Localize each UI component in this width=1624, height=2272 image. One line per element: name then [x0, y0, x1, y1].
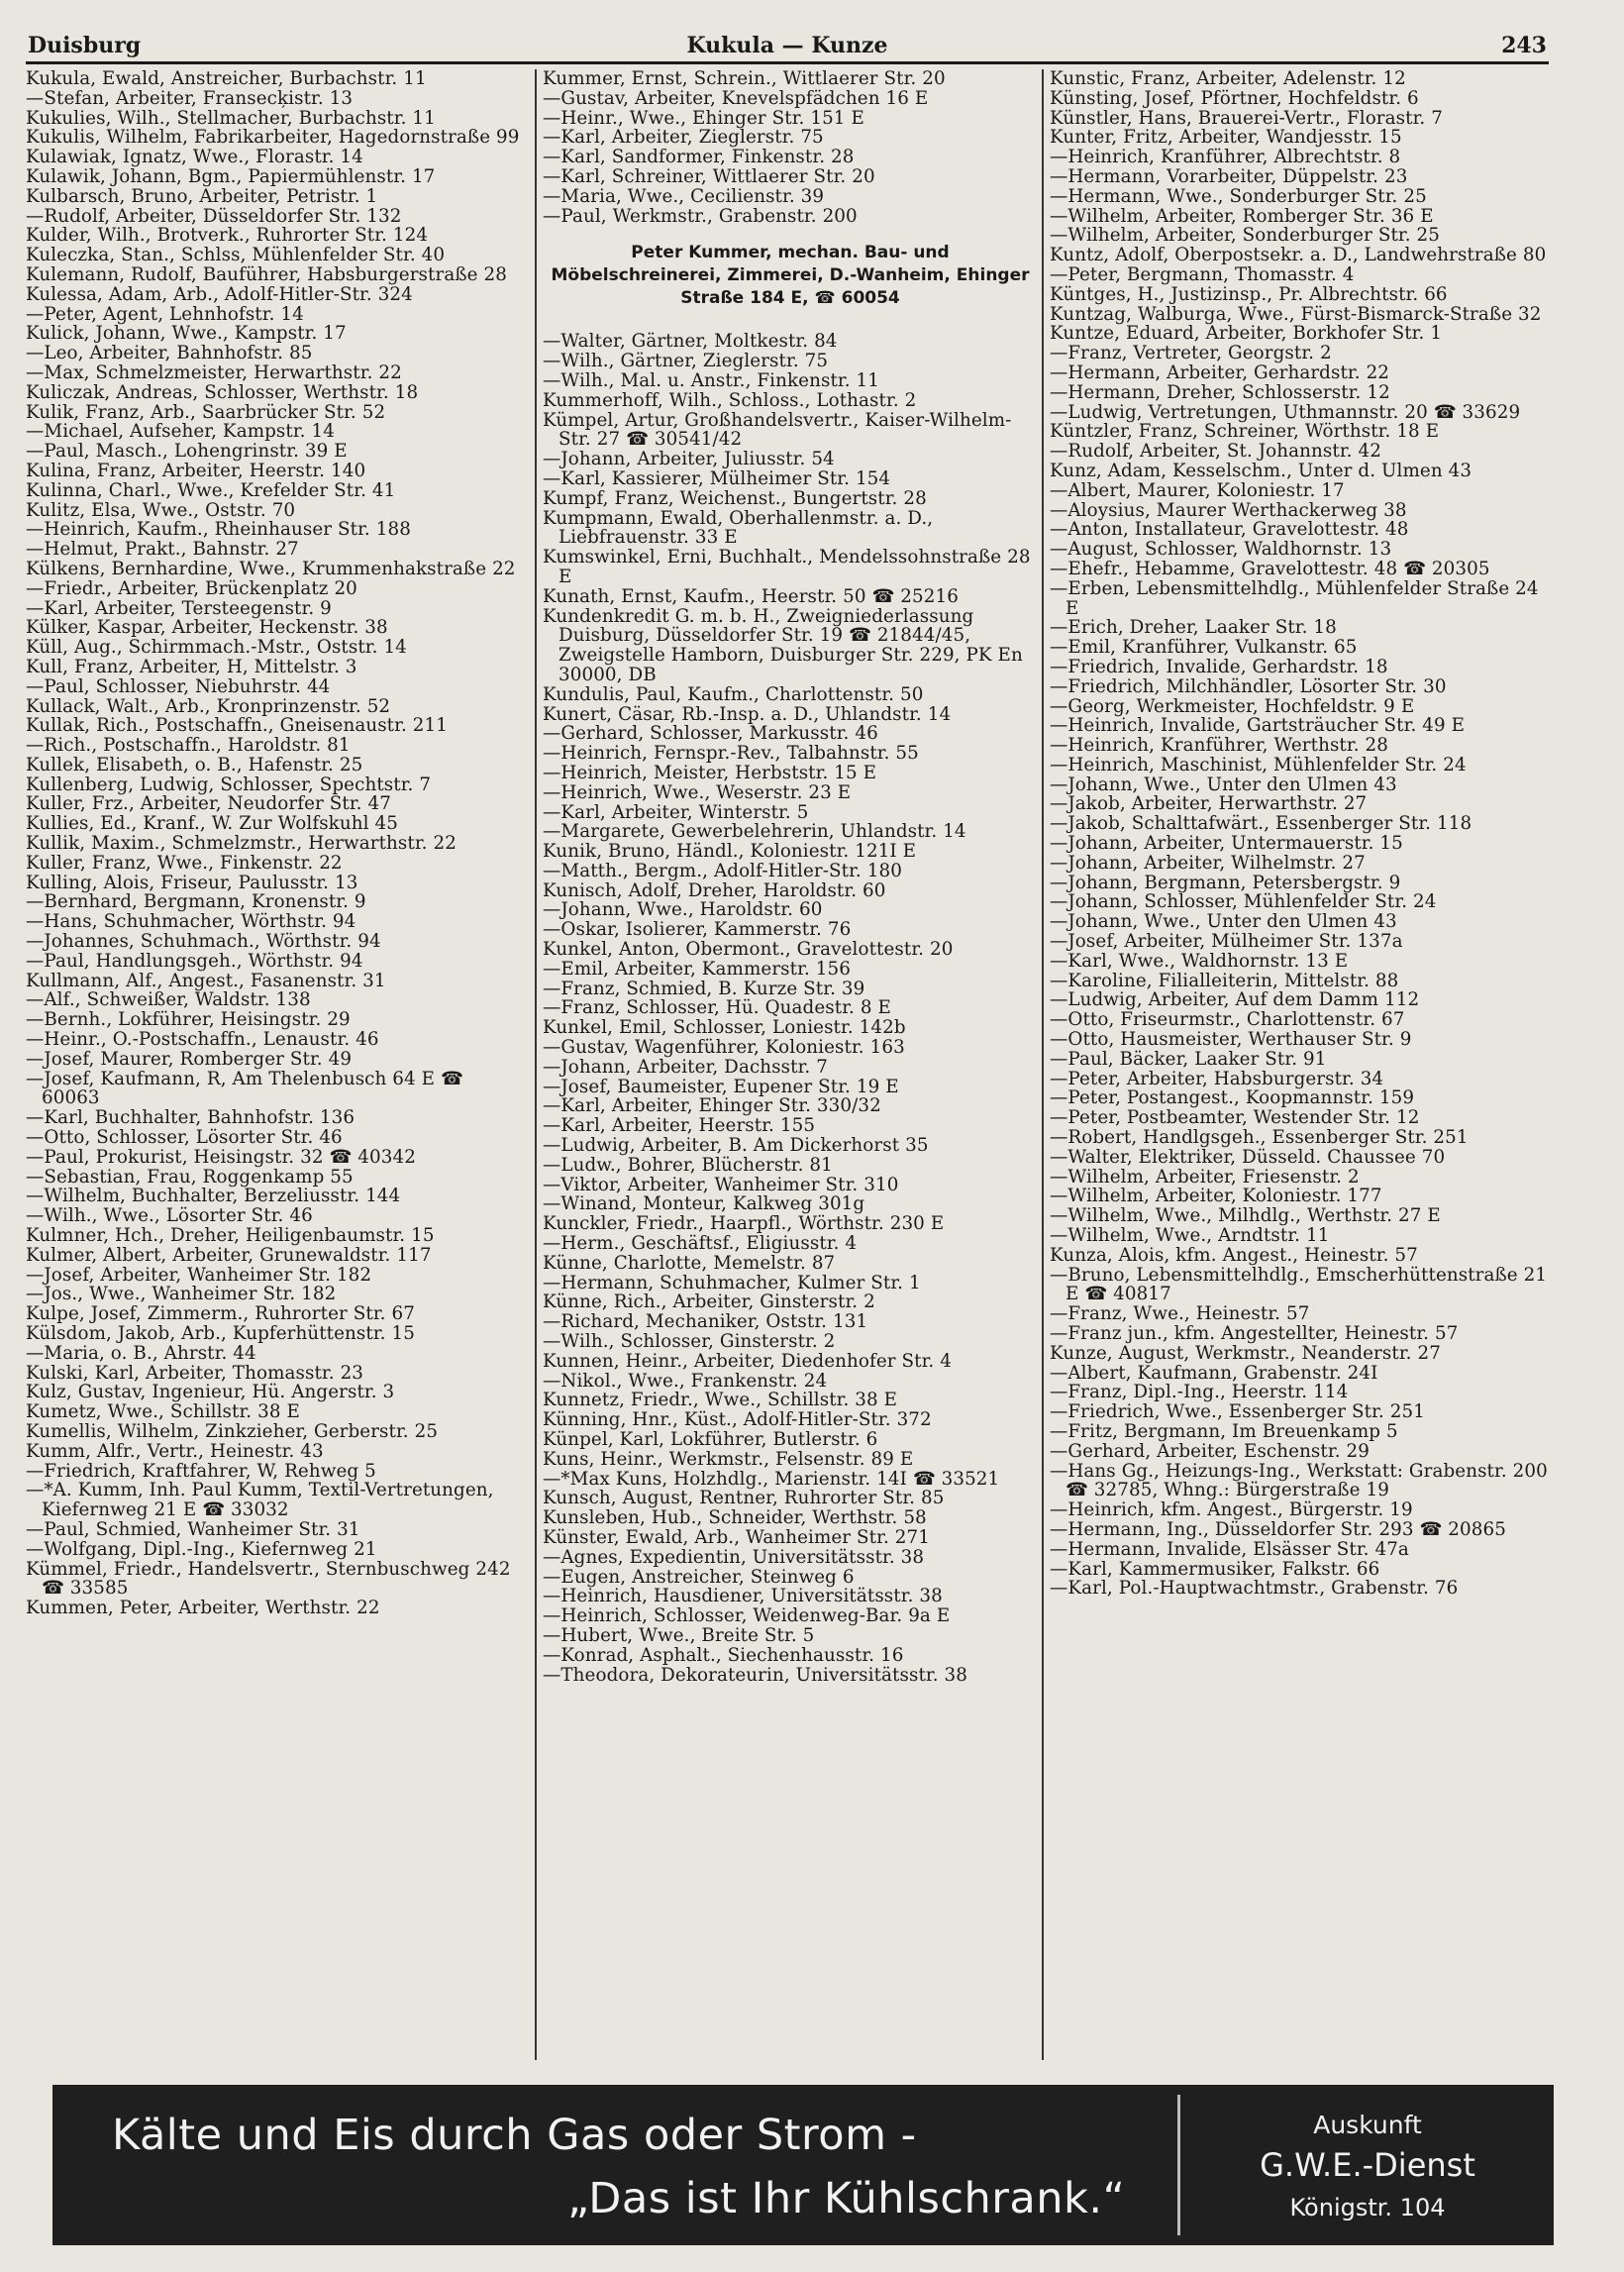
directory-entry: —Hermann, Dreher, Schlosserstr. 12 [1050, 381, 1390, 403]
directory-entry: Kulbarsch, Bruno, Arbeiter, Petristr. 1 [26, 185, 378, 207]
directory-entry: —Rudolf, Arbeiter, St. Johannstr. 42 [1050, 441, 1381, 463]
directory-entry: —Robert, Handlgsgeh., Essenberger Str. 251 [1050, 1127, 1469, 1149]
directory-entry: Kunckler, Friedr., Haarpfl., Wörthstr. 230 E [543, 1213, 945, 1235]
directory-entry: —Alf., Schweißer, Waldstr. 138 [26, 989, 311, 1011]
directory-entry: Kümmel, Friedr., Handelsvertr., Sternbuschweg 242 ☎ 33585 [26, 1558, 511, 1600]
directory-entry: Kuns, Heinr., Werkmstr., Felsenstr. 89 E [543, 1448, 914, 1470]
directory-entry: Kukula, Ewald, Anstreicher, Burbachstr. 11 [26, 69, 427, 89]
directory-entry: —Ehefr., Hebamme, Gravelottestr. 48 ☎ 20305 [1050, 558, 1490, 579]
directory-entry: —Stefan, Arbeiter, Fransecķistr. 13 [26, 87, 354, 109]
directory-entry: —Franz, Wwe., Heinestr. 57 [1050, 1303, 1310, 1325]
directory-entry: —Paul, Bäcker, Laaker Str. 91 [1050, 1048, 1327, 1070]
directory-entry: —Otto, Friseurmstr., Charlottenstr. 67 [1050, 1009, 1405, 1031]
directory-entry: —Johann, Arbeiter, Untermauerstr. 15 [1050, 833, 1403, 855]
directory-entry: —Heinrich, Hausdiener, Universitätsstr. 38 [543, 1586, 943, 1607]
banner-info-service: G.W.E.-Dienst [1260, 2146, 1475, 2184]
directory-entry: —Aloysius, Maurer Werthackerweg 38 [1050, 499, 1407, 521]
directory-entry: —Johann, Arbeiter, Juliusstr. 54 [543, 449, 835, 470]
directory-entry: —Jakob, Arbeiter, Herwarthstr. 27 [1050, 793, 1368, 815]
directory-entry: —Heinrich, Maschinist, Mühlenfelder Str. 24 [1050, 754, 1467, 775]
directory-entry: —Johann, Wwe., Unter den Ulmen 43 [1050, 911, 1397, 933]
directory-entry: —Franz jun., kfm. Angestellter, Heinestr. 57 [1050, 1323, 1459, 1344]
directory-entry: Kumetz, Wwe., Schillstr. 38 E [26, 1401, 300, 1423]
directory-entry: —Maria, Wwe., Cecilienstr. 39 [543, 185, 825, 207]
directory-entry: —Konrad, Asphalt., Siechenhausstr. 16 [543, 1644, 904, 1666]
directory-entry: —Wilhelm, Arbeiter, Friesenstr. 2 [1050, 1166, 1360, 1188]
directory-entry: —Nikol., Wwe., Frankenstr. 24 [543, 1370, 828, 1392]
directory-entry: —Hermann, Schuhmacher, Kulmer Str. 1 [543, 1272, 921, 1293]
directory-entry: —Gerhard, Schlosser, Markusstr. 46 [543, 723, 878, 745]
directory-entry: —Hermann, Wwe., Sonderburger Str. 25 [1050, 185, 1427, 207]
directory-entry: Kulmner, Hch., Dreher, Heiligenbaumstr. 15 [26, 1225, 435, 1247]
directory-entry: Kulawiak, Ignatz, Wwe., Florastr. 14 [26, 147, 363, 168]
directory-entry: —Heinrich, Kaufm., Rheinhauser Str. 188 [26, 519, 411, 541]
directory-entry: —Ludwig, Arbeiter, B. Am Dickerhorst 35 [543, 1135, 929, 1157]
directory-entry: Kulz, Gustav, Ingenieur, Hü. Angerstr. 3 [26, 1382, 395, 1403]
banner-line-2: „Das ist Ihr Kühlschrank.“ [567, 2174, 1126, 2223]
directory-entry: —Heinrich, Kranführer, Werthstr. 28 [1050, 735, 1388, 757]
directory-entry: —Johann, Arbeiter, Wilhelmstr. 27 [1050, 852, 1366, 874]
directory-entry: Kunsleben, Hub., Schneider, Werthstr. 58 [543, 1507, 927, 1529]
directory-entry: Küntges, H., Justizinsp., Pr. Albrechtstr. 66 [1050, 283, 1448, 305]
header-range: Kukula — Kunze [686, 33, 888, 58]
directory-entry: Kunnetz, Friedr., Wwe., Schillstr. 38 E [543, 1390, 898, 1411]
directory-entry: —Walter, Elektriker, Düsseld. Chaussee 70 [1050, 1146, 1446, 1168]
directory-entry: —Ludwig, Arbeiter, Auf dem Damm 112 [1050, 989, 1420, 1011]
directory-entry: —Oskar, Isolierer, Kammerstr. 76 [543, 919, 852, 941]
directory-entry: Kümpel, Artur, Großhandelsvertr., Kaiser-Wilhelm-Str. 27 ☎ 30541/42 [543, 409, 1012, 451]
directory-entry: —Wilhelm, Arbeiter, Romberger Str. 36 E [1050, 205, 1434, 227]
directory-entry: —Johann, Schlosser, Mühlenfelder Str. 24 [1050, 891, 1437, 913]
directory-entry: —Karl, Kassierer, Mülheimer Str. 154 [543, 467, 891, 489]
directory-entry: Künster, Ewald, Arb., Wanheimer Str. 271 [543, 1526, 930, 1548]
page-number: 243 [1501, 33, 1547, 58]
directory-entry: Külker, Kaspar, Arbeiter, Heckenstr. 38 [26, 617, 388, 639]
directory-entry: —*Max Kuns, Holzhdlg., Marienstr. 14I ☎ 33521 [543, 1468, 1000, 1490]
directory-entry: Kunert, Cäsar, Rb.-Insp. a. D., Uhlandstr. 14 [543, 703, 952, 725]
directory-entry: —Friedrich, Invalide, Gerhardstr. 18 [1050, 656, 1388, 677]
column-2-entries-top [543, 69, 1038, 226]
directory-entry: —Eugen, Anstreicher, Steinweg 6 [543, 1566, 855, 1588]
directory-entry: —Karl, Kammermusiker, Falkstr. 66 [1050, 1558, 1380, 1580]
directory-entry: —Karl, Pol.-Hauptwachtmstr., Grabenstr. 76 [1050, 1578, 1459, 1600]
column-2-entries-bottom [543, 332, 1038, 1685]
page-header [26, 28, 1549, 64]
directory-entry: Kummerhoff, Wilh., Schloss., Lothastr. 2 [543, 389, 917, 411]
directory-entry: —Anton, Installateur, Gravelottestr. 48 [1050, 519, 1409, 541]
directory-entry: Künpel, Karl, Lokführer, Butlerstr. 6 [543, 1429, 878, 1450]
banner-info [1181, 2085, 1554, 2245]
directory-entry: —August, Schlosser, Waldhornstr. 13 [1050, 539, 1392, 561]
directory-entry: —Heinrich, Fernspr.-Rev., Talbahnstr. 55 [543, 743, 919, 765]
directory-entry: —Walter, Gärtner, Moltkestr. 84 [543, 331, 838, 353]
directory-entry: Kummen, Peter, Arbeiter, Werthstr. 22 [26, 1598, 380, 1619]
directory-entry: —Rich., Postschaffn., Haroldstr. 81 [26, 735, 351, 757]
directory-entry: —Bernh., Lokführer, Heisingstr. 29 [26, 1009, 351, 1031]
directory-entry: —Karl, Arbeiter, Tersteegenstr. 9 [26, 597, 332, 619]
directory-entry: Kulinna, Charl., Wwe., Krefelder Str. 41 [26, 479, 396, 501]
directory-entry: Kukulies, Wilh., Stellmacher, Burbachstr. 11 [26, 107, 436, 129]
directory-entry: —Georg, Werkmeister, Hochfeldstr. 9 E [1050, 695, 1415, 717]
directory-entry: —Karoline, Filialleiterin, Mittelstr. 88 [1050, 970, 1399, 991]
directory-entry: —Sebastian, Frau, Roggenkamp 55 [26, 1166, 354, 1188]
directory-entry: —Josef, Arbeiter, Wanheimer Str. 182 [26, 1264, 372, 1286]
directory-entry: Kullek, Elisabeth, o. B., Hafenstr. 25 [26, 754, 363, 775]
directory-entry: —Friedrich, Milchhändler, Lösorter Str. 30 [1050, 675, 1447, 697]
directory-entry: Kulick, Johann, Wwe., Kampstr. 17 [26, 323, 347, 345]
directory-entry: —Johann, Wwe., Haroldstr. 60 [543, 899, 823, 921]
directory-entry: —Paul, Schmied, Wanheimer Str. 31 [26, 1518, 360, 1540]
directory-entry: —Franz, Schmied, B. Kurze Str. 39 [543, 978, 865, 999]
directory-entry: Kunza, Alois, kfm. Angest., Heinestr. 57 [1050, 1244, 1418, 1266]
directory-entry: —Franz, Vertreter, Georgstr. 2 [1050, 343, 1332, 364]
directory-entry: —Friedrich, Wwe., Essenberger Str. 251 [1050, 1401, 1425, 1423]
directory-entry: —Hubert, Wwe., Breite Str. 5 [543, 1624, 815, 1646]
directory-entry: —Jos., Wwe., Wanheimer Str. 182 [26, 1284, 337, 1305]
directory-entry: —Agnes, Expedientin, Universitätsstr. 38 [543, 1546, 925, 1568]
directory-entry: —Karl, Arbeiter, Heerstr. 155 [543, 1115, 816, 1137]
directory-entry: —Wilhelm, Arbeiter, Koloniestr. 177 [1050, 1186, 1382, 1207]
directory-entry: —Paul, Handlungsgeh., Wörthstr. 94 [26, 950, 363, 972]
directory-entry: Kunkel, Emil, Schlosser, Loniestr. 142b [543, 1017, 906, 1039]
directory-entry: Kuliczak, Andreas, Schlosser, Werthstr. 18 [26, 381, 419, 403]
column-3 [1042, 69, 1551, 2060]
directory-entry: —Theodora, Dekorateurin, Universitätsstr. 38 [543, 1664, 968, 1686]
directory-entry: —Otto, Hausmeister, Werthauser Str. 9 [1050, 1029, 1412, 1051]
banner-info-label: Auskunft [1313, 2111, 1422, 2139]
directory-entry: Kulik, Franz, Arb., Saarbrücker Str. 52 [26, 401, 386, 423]
directory-entry: —Hermann, Vorarbeiter, Düppelstr. 23 [1050, 165, 1408, 187]
directory-entry: —Otto, Schlosser, Lösorter Str. 46 [26, 1127, 343, 1149]
directory-entry: —Emil, Kranführer, Vulkanstr. 65 [1050, 637, 1358, 659]
directory-entry: —Karl, Sandformer, Finkenstr. 28 [543, 147, 855, 168]
directory-entry: Kunsch, August, Rentner, Ruhrorter Str. 85 [543, 1488, 945, 1509]
directory-entry: Kunkel, Anton, Obermont., Gravelottestr. 20 [543, 939, 954, 961]
directory-entry: —Wilhelm, Wwe., Arndtstr. 11 [1050, 1225, 1330, 1247]
directory-entry: —Josef, Arbeiter, Mülheimer Str. 137a [1050, 931, 1403, 953]
directory-entry: —Johann, Wwe., Unter den Ulmen 43 [1050, 774, 1397, 795]
header-city: Duisburg [28, 33, 142, 58]
directory-entry: Kumm, Alfr., Vertr., Heinestr. 43 [26, 1440, 324, 1462]
directory-entry: Kumpf, Franz, Weichenst., Bungertstr. 28 [543, 487, 927, 509]
directory-entry: Kunik, Bruno, Händl., Koloniestr. 121I E [543, 841, 917, 863]
directory-entry: Kuleczka, Stan., Schlss, Mühlenfelder Str. 40 [26, 245, 446, 266]
directory-entry: Kulder, Wilh., Brotverk., Ruhrorter Str. 124 [26, 225, 429, 247]
directory-entry: —Josef, Kaufmann, R, Am Thelenbusch 64 E ☎ 60063 [26, 1068, 463, 1109]
directory-entry: —Wilh., Gärtner, Zieglerstr. 75 [543, 351, 829, 372]
directory-entry: —Johannes, Schuhmach., Wörthstr. 94 [26, 931, 381, 953]
directory-entry: —Johann, Bergmann, Petersbergstr. 9 [1050, 872, 1401, 893]
directory-entry: —Peter, Bergmann, Thomasstr. 4 [1050, 263, 1355, 285]
directory-entry: Kulemann, Rudolf, Bauführer, Habsburgerstraße 28 [26, 263, 507, 285]
directory-entry: Kukulis, Wilhelm, Fabrikarbeiter, Hagedornstraße 99 [26, 127, 520, 149]
directory-entry: Kundenkredit G. m. b. H., Zweigniederlassung Duisburg, Düsseldorfer Str. 19 ☎ 21844/45, Zweigstelle Hamborn, Duisburger Str. 229, PK En 30000, DB [543, 605, 1023, 685]
directory-entry: —Karl, Buchhalter, Bahnhofstr. 136 [26, 1107, 355, 1129]
directory-entry: Küntzler, Franz, Schreiner, Wörthstr. 18 E [1050, 421, 1440, 443]
directory-entry: —Heinrich, Invalide, Gartsträucher Str. 49 E [1050, 715, 1466, 737]
directory-entry: Kulling, Alois, Friseur, Paulusstr. 13 [26, 872, 358, 893]
directory-entry: —Margarete, Gewerbelehrerin, Uhlandstr. 14 [543, 821, 966, 843]
directory-entry: —Bruno, Lebensmittelhdlg., Emscherhüttenstraße 21 E ☎ 40817 [1050, 1264, 1548, 1305]
directory-entry: Külsdom, Jakob, Arb., Kupferhüttenstr. 15 [26, 1323, 415, 1344]
directory-entry: —Wilhelm, Arbeiter, Sonderburger Str. 25 [1050, 225, 1441, 247]
directory-entry: —Michael, Aufseher, Kampstr. 14 [26, 421, 335, 443]
directory-entry: —Leo, Arbeiter, Bahnhofstr. 85 [26, 343, 313, 364]
advertisement-banner [52, 2085, 1554, 2245]
directory-entry: —Gustav, Wagenführer, Koloniestr. 163 [543, 1037, 905, 1059]
directory-entry: Kuntzag, Walburga, Wwe., Fürst-Bismarck-Straße 32 [1050, 303, 1542, 325]
directory-entry: —Josef, Maurer, Romberger Str. 49 [26, 1048, 353, 1070]
directory-entry: Kummer, Ernst, Schrein., Wittlaerer Str. 20 [543, 69, 946, 89]
directory-entry: Kumellis, Wilhelm, Zinkzieher, Gerberstr. 25 [26, 1420, 439, 1442]
directory-entry: Kunnen, Heinr., Arbeiter, Diedenhofer Str. 4 [543, 1350, 952, 1372]
directory-entry: —Richard, Mechaniker, Oststr. 131 [543, 1311, 868, 1333]
directory-entry: Kulitz, Elsa, Wwe., Oststr. 70 [26, 499, 296, 521]
directory-entry: —Paul, Prokurist, Heisingstr. 32 ☎ 40342 [26, 1146, 416, 1168]
directory-entry: —Paul, Schlosser, Niebuhrstr. 44 [26, 675, 331, 697]
directory-entry: —Gustav, Arbeiter, Knevelspfädchen 16 E [543, 87, 929, 109]
directory-entry: —Albert, Kaufmann, Grabenstr. 24I [1050, 1362, 1378, 1384]
directory-entry: —Friedr., Arbeiter, Brückenplatz 20 [26, 577, 357, 599]
directory-entry: —Helmut, Prakt., Bahnstr. 27 [26, 539, 299, 561]
directory-entry: Künne, Rich., Arbeiter, Ginsterstr. 2 [543, 1291, 875, 1313]
directory-entry: Kulpe, Josef, Zimmerm., Ruhrorter Str. 67 [26, 1303, 415, 1325]
directory-entry: —Karl, Schreiner, Wittlaerer Str. 20 [543, 165, 875, 187]
directory-entry: —*A. Kumm, Inh. Paul Kumm, Textil-Vertretungen, Kiefernweg 21 E ☎ 33032 [26, 1480, 494, 1521]
directory-entry: —Wilh., Mal. u. Anstr., Finkenstr. 11 [543, 369, 880, 391]
directory-entry: Kunter, Fritz, Arbeiter, Wandjesstr. 15 [1050, 127, 1402, 149]
directory-entry: —Bernhard, Bergmann, Kronenstr. 9 [26, 891, 366, 913]
directory-entry: —Heinr., Wwe., Ehinger Str. 151 E [543, 107, 864, 129]
column-2 [535, 69, 1038, 2060]
directory-entry: Kuller, Frz., Arbeiter, Neudorfer Str. 47 [26, 793, 391, 815]
directory-entry: —Albert, Maurer, Koloniestr. 17 [1050, 479, 1345, 501]
directory-entry: —Herm., Geschäftsf., Eligiusstr. 4 [543, 1233, 858, 1255]
directory-entry: —Viktor, Arbeiter, Wanheimer Str. 310 [543, 1174, 899, 1195]
directory-entry: Kullack, Walt., Arb., Kronprinzenstr. 52 [26, 695, 391, 717]
directory-entry: —Friedrich, Kraftfahrer, W, Rehweg 5 [26, 1460, 376, 1482]
directory-entry: —Peter, Arbeiter, Habsburgerstr. 34 [1050, 1068, 1384, 1089]
column-1 [26, 69, 527, 2060]
directory-entry: Kumpmann, Ewald, Oberhallenmstr. a. D., Liebfrauenstr. 33 E [543, 507, 934, 549]
directory-entry: —Matth., Bergm., Adolf-Hitler-Str. 180 [543, 860, 902, 881]
directory-columns [26, 69, 1549, 2060]
directory-entry: Kuntze, Eduard, Arbeiter, Borkhofer Str. 1 [1050, 323, 1443, 345]
directory-entry: —Fritz, Bergmann, Im Breuenkamp 5 [1050, 1420, 1398, 1442]
directory-entry: Kulessa, Adam, Arb., Adolf-Hitler-Str. 324 [26, 283, 413, 305]
directory-entry: Kunze, August, Werkmstr., Neanderstr. 27 [1050, 1342, 1441, 1364]
directory-entry: —Ludwig, Vertretungen, Uthmannstr. 20 ☎ 33629 [1050, 401, 1521, 423]
directory-entry: —Heinrich, Kranführer, Albrechtstr. 8 [1050, 147, 1401, 168]
directory-entry: Küll, Aug., Schirmmach.-Mstr., Oststr. 14 [26, 637, 407, 659]
directory-entry: Kullenberg, Ludwig, Schlosser, Spechtstr. 7 [26, 774, 432, 795]
directory-entry: —Winand, Monteur, Kalkweg 301g [543, 1193, 865, 1215]
directory-entry: —Emil, Arbeiter, Kammerstr. 156 [543, 958, 851, 980]
banner-info-address: Königstr. 104 [1289, 2194, 1446, 2221]
directory-entry: Kullies, Ed., Kranf., W. Zur Wolfskuhl 45 [26, 813, 398, 835]
directory-entry: —Karl, Arbeiter, Ehinger Str. 330/32 [543, 1095, 881, 1117]
advertisement-kummer: Peter Kummer, mechan. Bau- und Möbelschreinerei, Zimmerei, D.-Wanheim, Ehinger Straße 184 E, ☎ 60054 [551, 243, 1030, 309]
directory-entry: —Wilh., Wwe., Lösorter Str. 46 [26, 1205, 313, 1227]
directory-entry: —Wilh., Schlosser, Ginsterstr. 2 [543, 1331, 836, 1353]
directory-entry: —Peter, Postangest., Koopmannstr. 159 [1050, 1087, 1415, 1109]
directory-entry: —Hans, Schuhmacher, Wörthstr. 94 [26, 911, 356, 933]
directory-entry: Kull, Franz, Arbeiter, H, Mittelstr. 3 [26, 656, 357, 677]
directory-entry: —Hans Gg., Heizungs-Ing., Werkstatt: Grabenstr. 200 ☎ 32785, Whng.: Bürgerstraße 19 [1050, 1460, 1548, 1501]
directory-entry: Kulina, Franz, Arbeiter, Heerstr. 140 [26, 460, 366, 481]
directory-entry: —Erich, Dreher, Laaker Str. 18 [1050, 617, 1337, 639]
directory-entry: —Wolfgang, Dipl.-Ing., Kiefernweg 21 [26, 1538, 377, 1560]
directory-entry: —Karl, Arbeiter, Winterstr. 5 [543, 801, 809, 823]
directory-entry: —Paul, Werkmstr., Grabenstr. 200 [543, 205, 858, 227]
directory-entry: Kulawik, Johann, Bgm., Papiermühlenstr. 17 [26, 165, 436, 187]
directory-entry: Künning, Hnr., Küst., Adolf-Hitler-Str. 372 [543, 1409, 932, 1431]
directory-entry: Künstler, Hans, Brauerei-Vertr., Florastr. 7 [1050, 107, 1443, 129]
directory-entry: Kullik, Maxim., Schmelzmstr., Herwarthstr. 22 [26, 833, 457, 855]
directory-entry: Kunstic, Franz, Arbeiter, Adelenstr. 12 [1050, 69, 1406, 89]
directory-entry: —Paul, Masch., Lohengrinstr. 39 E [26, 441, 348, 463]
directory-entry: Kunz, Adam, Kesselschm., Unter d. Ulmen 43 [1050, 460, 1472, 481]
directory-entry: —Maria, o. B., Ahrstr. 44 [26, 1342, 256, 1364]
directory-entry: —Wilhelm, Wwe., Milhdlg., Werthstr. 27 E [1050, 1205, 1441, 1227]
directory-entry: —Peter, Agent, Lehnhofstr. 14 [26, 303, 304, 325]
banner-slogan [52, 2085, 1177, 2245]
directory-entry: Kulski, Karl, Arbeiter, Thomasstr. 23 [26, 1362, 364, 1384]
directory-entry: —Johann, Arbeiter, Dachsstr. 7 [543, 1056, 828, 1078]
directory-entry: Kunisch, Adolf, Dreher, Haroldstr. 60 [543, 879, 886, 901]
directory-entry: —Franz, Dipl.-Ing., Heerstr. 114 [1050, 1382, 1349, 1403]
directory-entry: Külkens, Bernhardine, Wwe., Krummenhakstraße 22 [26, 558, 516, 579]
directory-entry: —Heinr., O.-Postschaffn., Lenaustr. 46 [26, 1029, 379, 1051]
directory-entry: Kulmer, Albert, Arbeiter, Grunewaldstr. 117 [26, 1244, 432, 1266]
directory-entry: —Karl, Wwe., Waldhornstr. 13 E [1050, 950, 1349, 972]
directory-entry: Künne, Charlotte, Memelstr. 87 [543, 1252, 836, 1274]
directory-entry: Kundulis, Paul, Kaufm., Charlottenstr. 50 [543, 683, 924, 705]
banner-divider [1177, 2095, 1180, 2235]
directory-entry: —Ludw., Bohrer, Blücherstr. 81 [543, 1154, 833, 1176]
directory-entry: Kunath, Ernst, Kaufm., Heerstr. 50 ☎ 25216 [543, 585, 959, 607]
directory-entry: Kumswinkel, Erni, Buchhalt., Mendelssohnstraße 28 E [543, 547, 1031, 587]
directory-entry: Künsting, Josef, Pförtner, Hochfeldstr. 6 [1050, 87, 1419, 109]
directory-entry: —Wilhelm, Buchhalter, Berzeliusstr. 144 [26, 1186, 401, 1207]
directory-entry: —Franz, Schlosser, Hü. Quadestr. 8 E [543, 997, 891, 1019]
directory-entry: —Erben, Lebensmittelhdlg., Mühlenfelder Straße 24 E [1050, 577, 1539, 619]
directory-entry: —Heinrich, Schlosser, Weidenweg-Bar. 9a E [543, 1605, 951, 1627]
directory-entry: —Heinrich, kfm. Angest., Bürgerstr. 19 [1050, 1499, 1413, 1521]
directory-entry: Kuntz, Adolf, Oberpostsekr. a. D., Landwehrstraße 80 [1050, 245, 1547, 266]
directory-entry: —Hermann, Arbeiter, Gerhardstr. 22 [1050, 361, 1390, 383]
directory-entry: —Hermann, Ing., Düsseldorfer Str. 293 ☎ 20865 [1050, 1518, 1506, 1540]
banner-line-1: Kälte und Eis durch Gas oder Strom - [112, 2111, 917, 2160]
directory-entry: —Heinrich, Meister, Herbststr. 15 E [543, 762, 877, 783]
directory-entry: —Karl, Arbeiter, Zieglerstr. 75 [543, 127, 824, 149]
directory-entry: —Hermann, Invalide, Elsässer Str. 47a [1050, 1538, 1409, 1560]
directory-entry: —Jakob, Schalttafwärt., Essenberger Str. 118 [1050, 813, 1472, 835]
directory-entry: —Josef, Baumeister, Eupener Str. 19 E [543, 1076, 899, 1097]
directory-entry: —Max, Schmelzmeister, Herwarthstr. 22 [26, 361, 402, 383]
directory-entry: Kuller, Franz, Wwe., Finkenstr. 22 [26, 852, 343, 874]
directory-entry: —Gerhard, Arbeiter, Eschenstr. 29 [1050, 1440, 1370, 1462]
directory-entry: —Rudolf, Arbeiter, Düsseldorfer Str. 132 [26, 205, 402, 227]
directory-entry: —Peter, Postbeamter, Westender Str. 12 [1050, 1107, 1420, 1129]
directory-entry: Kullak, Rich., Postschaffn., Gneisenaustr. 211 [26, 715, 448, 737]
directory-entry: Kullmann, Alf., Angest., Fasanenstr. 31 [26, 970, 386, 991]
directory-entry: —Heinrich, Wwe., Weserstr. 23 E [543, 781, 852, 803]
